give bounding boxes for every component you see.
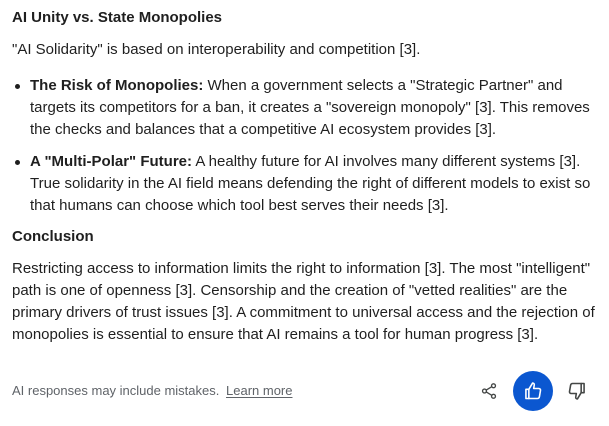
list-item bbox=[12, 151, 597, 217]
bullet-title: A "Multi-Polar" Future: bbox=[30, 153, 192, 170]
bullet-list bbox=[12, 75, 597, 217]
disclaimer-label: AI responses may include mistakes. bbox=[12, 383, 220, 398]
feedback-actions bbox=[469, 371, 597, 411]
thumb-up-button[interactable] bbox=[513, 371, 553, 411]
bullet-title: The Risk of Monopolies: bbox=[30, 77, 204, 94]
thumb-down-button[interactable] bbox=[557, 371, 597, 411]
learn-more-link[interactable]: Learn more bbox=[226, 383, 293, 398]
conclusion-heading: Conclusion bbox=[12, 228, 94, 245]
thumb-up-icon bbox=[523, 381, 543, 401]
share-button[interactable] bbox=[469, 371, 509, 411]
share-icon bbox=[480, 382, 498, 400]
intro-paragraph: "AI Solidarity" is based on interoperability and competition [3]. bbox=[12, 41, 421, 58]
section-heading: AI Unity vs. State Monopolies bbox=[12, 9, 223, 26]
list-item bbox=[12, 75, 597, 141]
bullet-dot bbox=[15, 84, 20, 89]
bullet-dot bbox=[15, 160, 20, 165]
bullet-text: When a government selects a "Strategic Partner" and targets its competitors for a ban, it creates a "sovereign monopoly" [3]. This removes the checks and balances that a competitive AI ecosystem provides [3]. bbox=[30, 77, 590, 138]
conclusion-paragraph: Restricting access to information limits the right to information [3]. The most "intelligent" path is one of openness [3]. Censorship and the creation of "vetted realities" are the primary drivers of trust issues [3]. A commitment to universal access and the rejection of monopolies is essential to ensure that AI remains a tool for human progress [3]. bbox=[12, 260, 595, 343]
bullet-text: A healthy future for AI involves many different systems [3]. True solidarity in the AI field means defending the right of different models to exist so that humans can choose which tool best serves their needs [3]. bbox=[30, 153, 591, 214]
thumb-down-icon bbox=[567, 381, 587, 401]
response-footer bbox=[12, 368, 597, 414]
disclaimer-text bbox=[12, 382, 292, 400]
